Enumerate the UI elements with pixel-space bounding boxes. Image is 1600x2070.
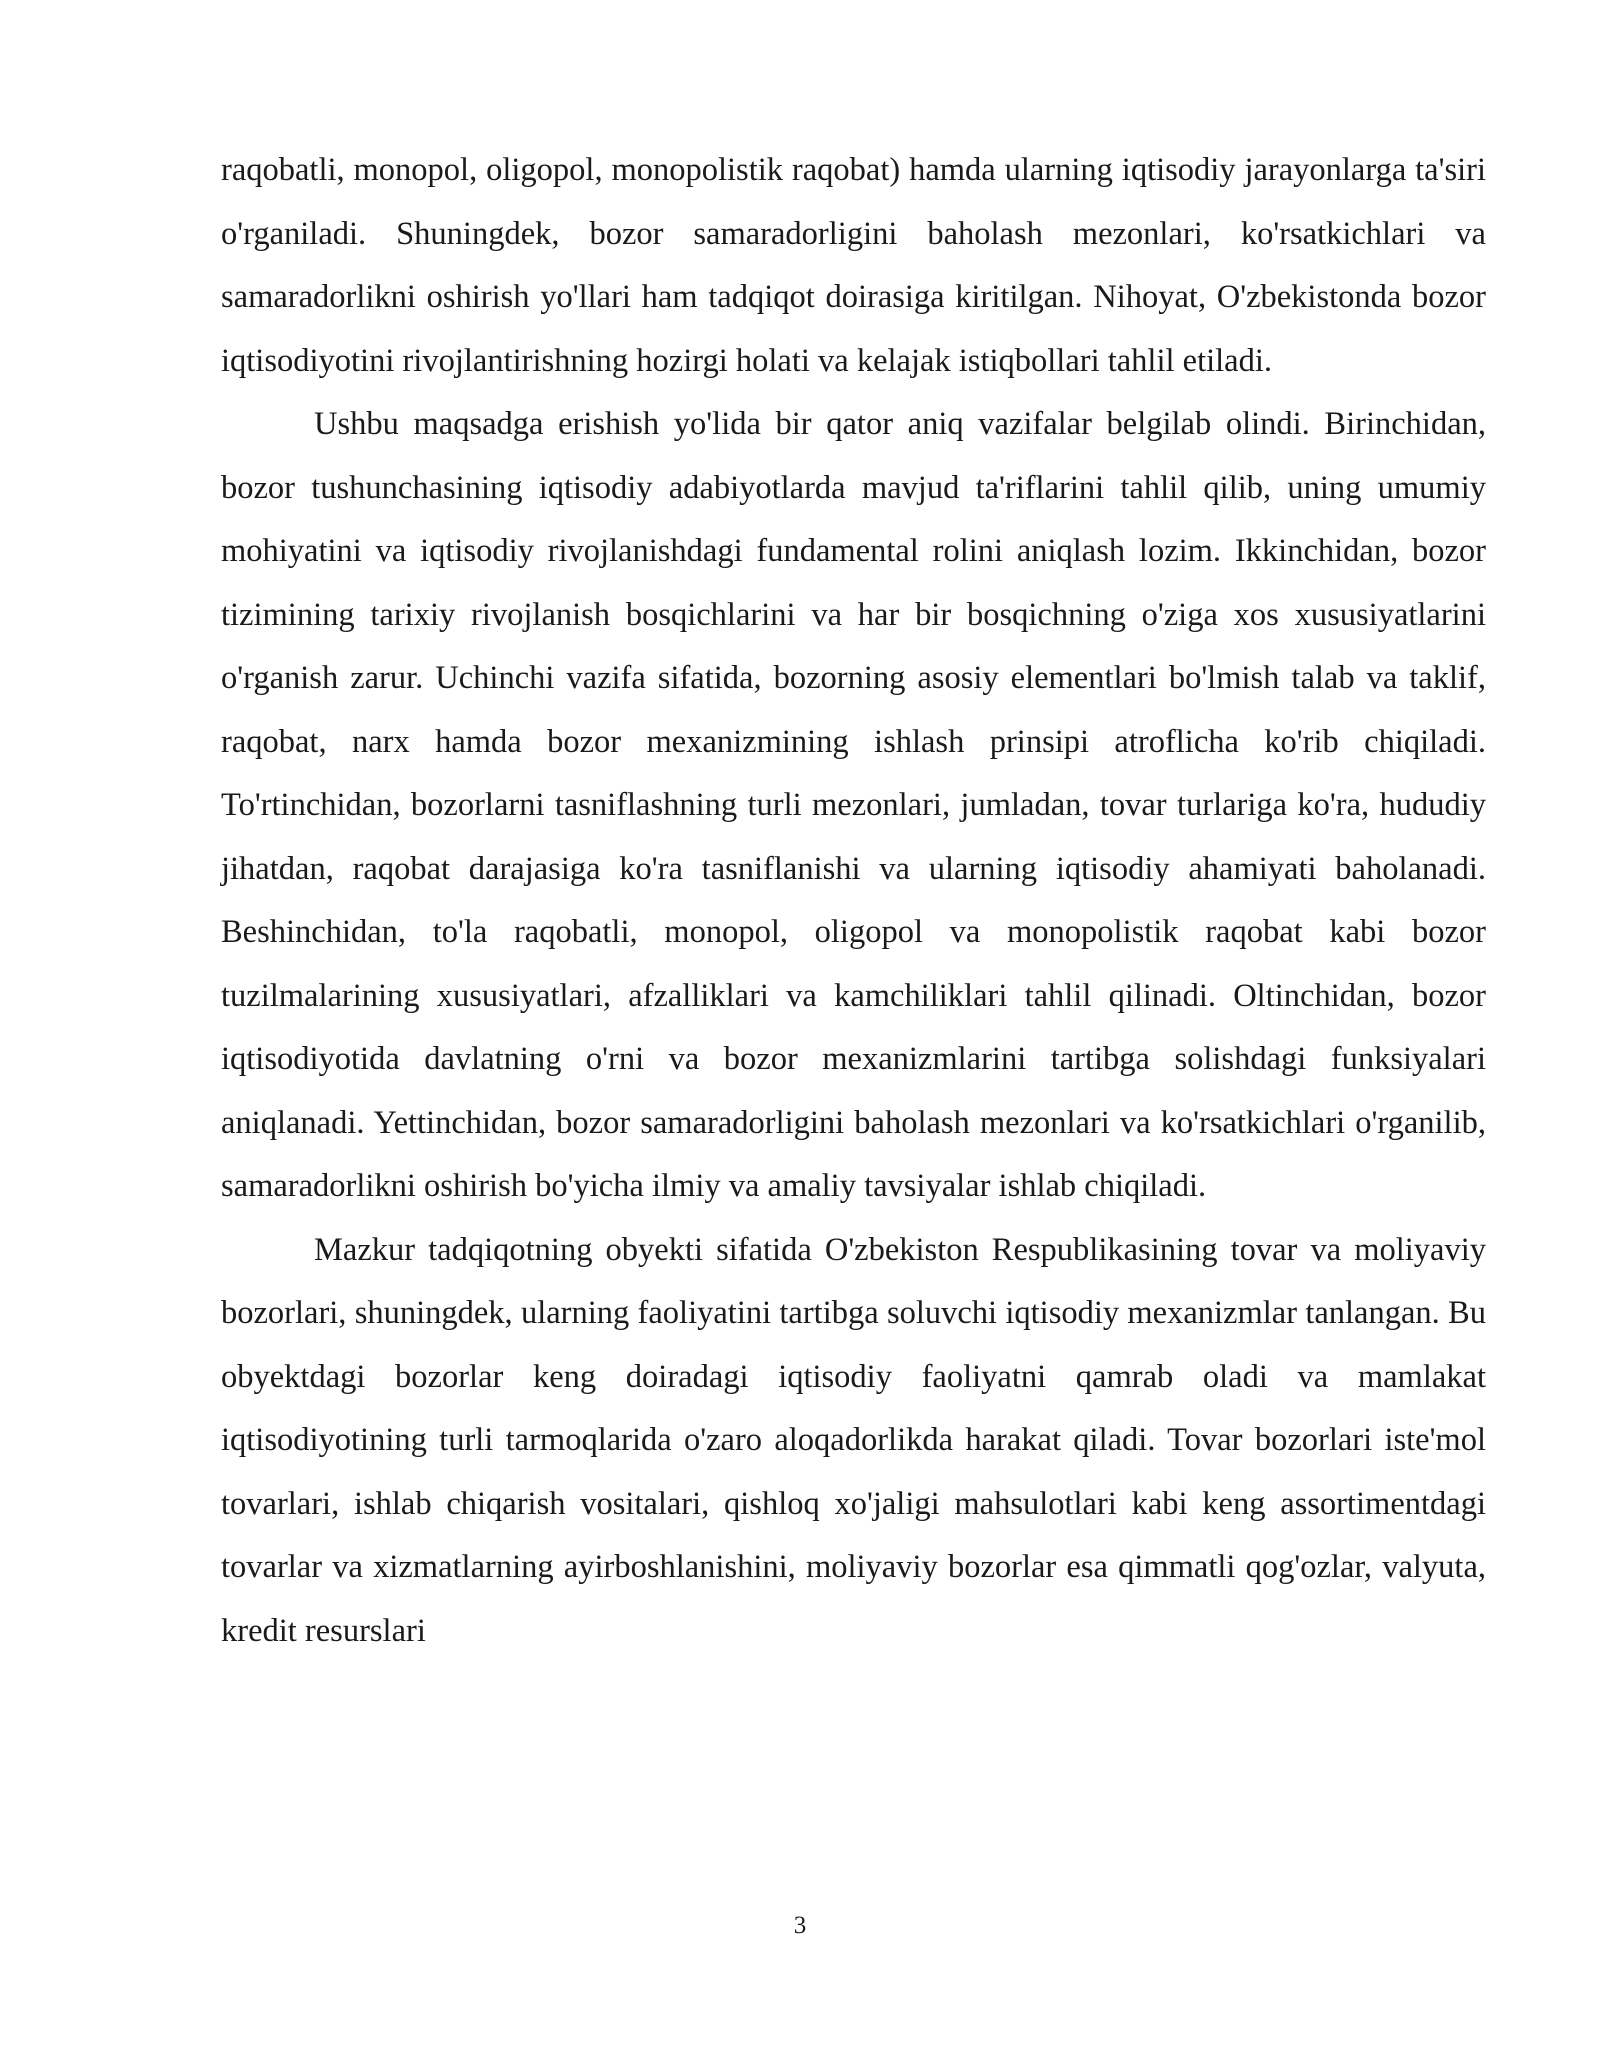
page-number: 3	[793, 1912, 807, 1939]
paragraph-tasks: Ushbu maqsadga erishish yo'lida bir qator aniq vazifalar belgilab olindi. Birinchidan, bozor tushunchasining iqtisodiy adabiyotlarda mavjud ta'riflarini tahlil qilib, uning umumiy mohiyatini va iqtisodiy rivojlanishdagi fundamental rolini aniqlash lozim. Ikkinchidan, bozor tizimining tarixiy rivojlanish bosqichlarini va har bir bosqichning o'ziga xos xususiyatlarini o'rganish zarur. Uchinchi vazifa sifatida, bozorning asosiy elementlari bo'lmish talab va taklif, raqobat, narx hamda bozor mexanizmining ishlash prinsipi atroflicha ko'rib chiqiladi. To'rtinchidan, bozorlarni tasniflashning turli mezonlari, jumladan, tovar turlariga ko'ra, hududiy jihatdan, raqobat darajasiga ko'ra tasniflanishi va ularning iqtisodiy ahamiyati baholanadi. Beshinchidan, to'la raqobatli, monopol, oligopol va monopolistik raqobat kabi bozor tuzilmalarining xususiyatlari, afzalliklari va kamchiliklari tahlil qilinadi. Oltinchidan, bozor iqtisodiyotida davlatning o'rni va bozor mexanizmlarini tartibga solishdagi funksiyalari aniqlanadi. Yettinchidan, bozor samaradorligini baholash mezonlari va ko'rsatkichlari o'rganilib, samaradorlikni oshirish bo'yicha ilmiy va amaliy tavsiyalar ishlab chiqiladi.	[221, 406, 1486, 1204]
paragraph-research-object: Mazkur tadqiqotning obyekti sifatida O'zbekiston Respublikasining tovar va moliyaviy bozorlari, shuningdek, ularning faoliyatini tartibga soluvchi iqtisodiy mexanizmlar tanlangan. Bu obyektdagi bozorlar keng doiradagi iqtisodiy faoliyatni qamrab oladi va mamlakat iqtisodiyotining turli tarmoqlarida o'zaro aloqadorlikda harakat qiladi. Tovar bozorlari iste'mol tovarlari, ishlab chiqarish vositalari, qishloq xo'jaligi mahsulotlari kabi keng assortimentdagi tovarlar va xizmatlarning ayirboshlanishini, moliyaviy bozorlar esa qimmatli qog'ozlar, valyuta, kredit resurslari	[221, 1231, 1486, 1649]
paragraph-continuation: raqobatli, monopol, oligopol, monopolistik raqobat) hamda ularning iqtisodiy jarayonlarga ta'siri o'rganiladi. Shuningdek, bozor samaradorligini baholash mezonlari, ko'rsatkichlari va samaradorlikni oshirish yo'llari ham tadqiqot doirasiga kiritilgan. Nihoyat, O'zbekistonda bozor iqtisodiyotini rivojlantirishning hozirgi holati va kelajak istiqbollari tahlil etiladi.	[221, 152, 1486, 379]
text-body	[221, 139, 1486, 1663]
